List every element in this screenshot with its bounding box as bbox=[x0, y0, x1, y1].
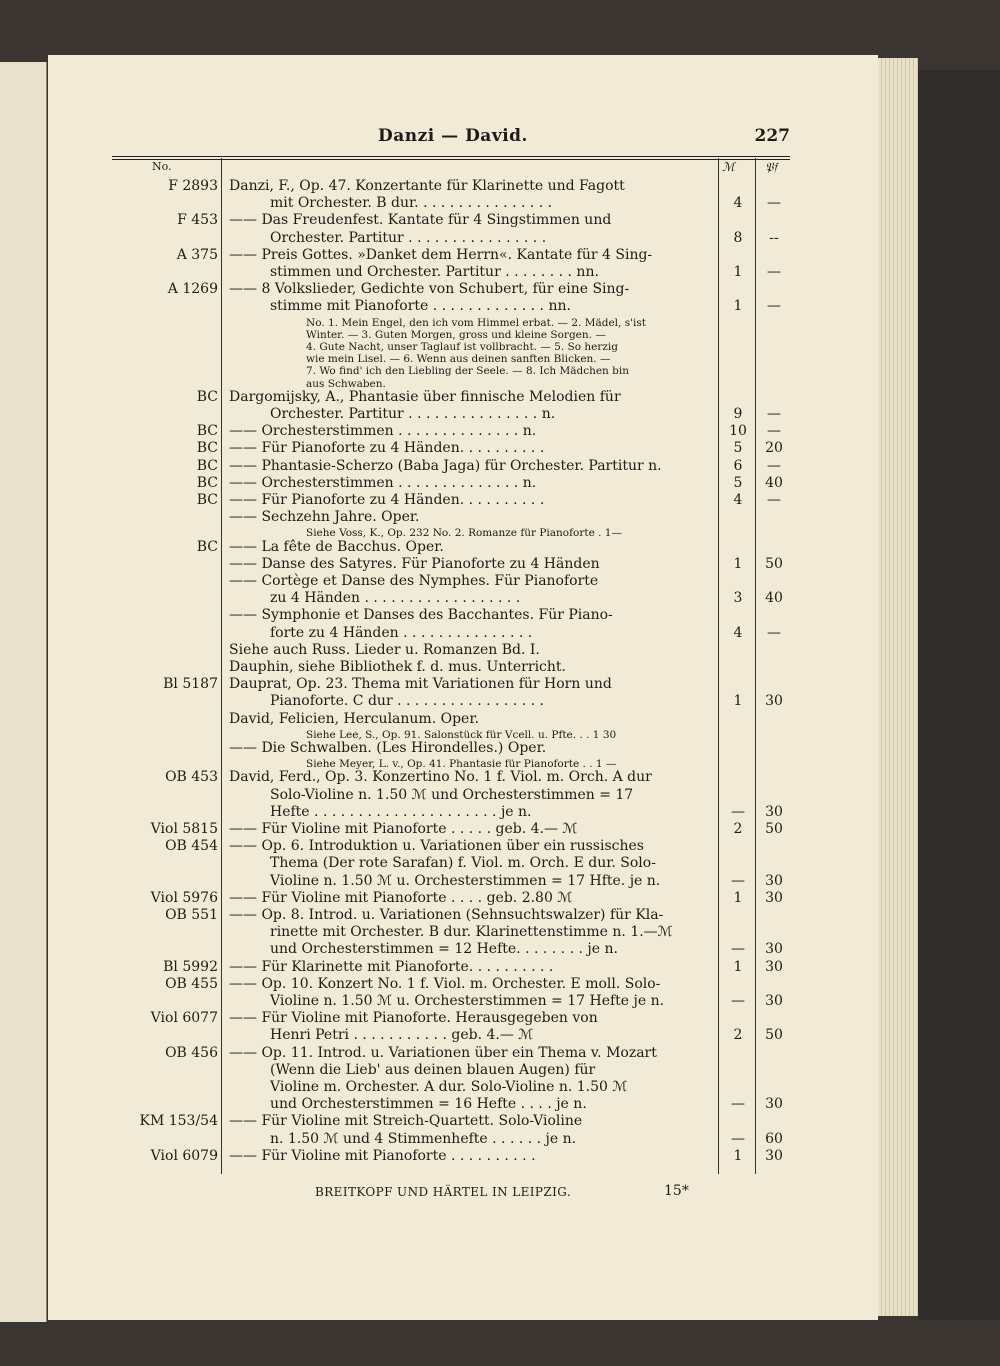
entry-text: —— Das Freudenfest. Kantate für 4 Singstimmen und bbox=[229, 212, 612, 229]
price-pfennig: — bbox=[767, 457, 781, 474]
entry-text: mit Orchester. B dur. . . . . . . . . . . . . . . . bbox=[270, 195, 553, 212]
entry-text: rinette mit Orchester. B dur. Klarinettenstimme n. 1.—ℳ bbox=[270, 924, 673, 941]
price-mark: 1 bbox=[733, 555, 743, 572]
price-pfennig: 30 bbox=[765, 1096, 783, 1113]
price-pfennig: 50 bbox=[765, 1027, 783, 1044]
header-rule bbox=[112, 156, 790, 157]
price-pfennig: 30 bbox=[765, 872, 783, 889]
entry-text: Dauprat, Op. 23. Thema mit Variationen für Horn und bbox=[229, 676, 612, 693]
publisher-footer: BREITKOPF UND HÄRTEL IN LEIPZIG. bbox=[315, 1185, 572, 1199]
entry-text: stimmen und Orchester. Partitur . . . . . . . . nn. bbox=[270, 264, 599, 280]
price-mark: — bbox=[731, 872, 745, 889]
entry-text: —— Op. 6. Introduktion u. Variationen über ein russisches bbox=[229, 838, 644, 855]
price-pfennig: — bbox=[767, 264, 781, 280]
catalog-number: A 375 bbox=[176, 246, 218, 263]
column-header-no: No. bbox=[152, 160, 172, 173]
column-divider-mark bbox=[755, 158, 756, 1174]
entry-text: (Wenn die Lieb' aus deinen blauen Augen) für bbox=[270, 1061, 596, 1078]
column-divider-text bbox=[718, 158, 719, 1174]
entry-text: und Orchesterstimmen = 16 Hefte . . . . je n. bbox=[270, 1096, 587, 1113]
price-mark: 4 bbox=[733, 195, 743, 212]
entry-text: Orchester. Partitur . . . . . . . . . . . . . . . n. bbox=[270, 406, 556, 422]
entry-note: 4. Gute Nacht, unser Taglauf ist vollbracht. — 5. So herzig bbox=[306, 341, 618, 353]
price-pfennig: 30 bbox=[765, 993, 783, 1009]
entry-text: —— Phantasie-Scherzo (Baba Jaga) für Orchester. Partitur n. bbox=[229, 457, 662, 474]
price-mark: 3 bbox=[733, 590, 743, 607]
entry-text: —— Op. 11. Introd. u. Variationen über ein Thema v. Mozart bbox=[229, 1044, 657, 1061]
header-rule-2 bbox=[112, 159, 790, 160]
entry-text: Dauphin, siehe Bibliothek f. d. mus. Unterricht. bbox=[229, 659, 566, 675]
entry-text: —— Cortège et Danse des Nymphes. Für Pianoforte bbox=[229, 573, 599, 589]
price-pfennig: 20 bbox=[765, 440, 783, 457]
catalog-number: BC bbox=[196, 440, 218, 457]
price-mark: 1 bbox=[733, 889, 743, 906]
price-pfennig: 30 bbox=[765, 889, 783, 906]
entry-text: David, Ferd., Op. 3. Konzertino No. 1 f. Viol. m. Orch. A dur bbox=[229, 769, 652, 786]
price-mark: 5 bbox=[733, 474, 743, 491]
page-number: 227 bbox=[754, 126, 790, 146]
price-pfennig: 50 bbox=[765, 555, 783, 572]
price-pfennig: 30 bbox=[765, 693, 783, 710]
entry-note: Siehe Lee, S., Op. 91. Salonstück für Vcell. u. Pfte. . . 1 30 bbox=[306, 728, 617, 741]
entry-text: Violine m. Orchester. A dur. Solo-Violine n. 1.50 ℳ bbox=[270, 1079, 628, 1095]
entry-text: Henri Petri . . . . . . . . . . . geb. 4.— ℳ bbox=[270, 1027, 534, 1044]
catalog-number: F 453 bbox=[177, 212, 218, 229]
catalog-number: BC bbox=[196, 457, 218, 474]
catalog-number: OB 551 bbox=[165, 907, 218, 923]
column-header-mark: ℳ bbox=[722, 160, 735, 174]
column-header-pfennig: 𝔓𝔣 bbox=[765, 160, 778, 174]
price-mark: 2 bbox=[733, 821, 743, 837]
catalog-number: Viol 6079 bbox=[150, 1147, 218, 1164]
entry-text: Dargomijsky, A., Phantasie über finnische Melodien für bbox=[229, 388, 621, 405]
entry-text: David, Felicien, Herculanum. Oper. bbox=[229, 710, 479, 727]
entry-text: Danzi, F., Op. 47. Konzertante für Klarinette und Fagott bbox=[229, 178, 625, 194]
page-block-edge bbox=[878, 58, 918, 1316]
entry-note: wie mein Lisel. — 6. Wenn aus deinen sanften Blicken. — bbox=[306, 353, 611, 366]
price-mark: — bbox=[731, 1096, 745, 1113]
entry-text: —— La fête de Bacchus. Oper. bbox=[229, 538, 444, 555]
catalog-number: BC bbox=[196, 388, 218, 405]
price-mark: 1 bbox=[733, 1147, 743, 1164]
running-header bbox=[48, 122, 790, 152]
catalog-number: OB 455 bbox=[165, 975, 218, 992]
catalog-number: A 1269 bbox=[167, 281, 218, 298]
entry-text: Hefte . . . . . . . . . . . . . . . . . . . . . je n. bbox=[270, 803, 532, 820]
price-mark: 1 bbox=[733, 693, 743, 710]
entry-text: —— Danse des Satyres. Für Pianoforte zu 4 Händen bbox=[229, 555, 600, 572]
price-pfennig: 40 bbox=[765, 474, 783, 491]
entry-note: 7. Wo find' ich den Liebling der Seele. — 8. Ich Mädchen bin bbox=[306, 365, 629, 378]
entry-text: forte zu 4 Händen . . . . . . . . . . . . . . . bbox=[270, 624, 533, 641]
price-pfennig: 30 bbox=[765, 803, 783, 820]
catalog-number: OB 454 bbox=[165, 838, 218, 855]
entry-text: —— Für Pianoforte zu 4 Händen. . . . . . . . . . bbox=[229, 492, 545, 508]
entry-text: —— Die Schwalben. (Les Hirondelles.) Oper. bbox=[229, 740, 547, 756]
catalog-number: BC bbox=[196, 492, 218, 508]
entry-text: n. 1.50 ℳ und 4 Stimmenhefte . . . . . . je n. bbox=[270, 1130, 577, 1147]
price-mark: 4 bbox=[733, 624, 743, 641]
catalog-number: F 2893 bbox=[168, 178, 218, 194]
entry-text: —— Für Violine mit Streich-Quartett. Solo-Violine bbox=[229, 1113, 583, 1130]
entry-text: Orchester. Partitur . . . . . . . . . . . . . . . . bbox=[270, 229, 547, 246]
entry-text: —— Sechzehn Jahre. Oper. bbox=[229, 509, 420, 526]
facing-page-edge bbox=[0, 62, 47, 1322]
catalog-number: OB 456 bbox=[165, 1044, 218, 1061]
price-pfennig: — bbox=[767, 298, 781, 315]
price-mark: — bbox=[731, 803, 745, 820]
entry-text: —— Für Pianoforte zu 4 Händen. . . . . . . . . . bbox=[229, 440, 545, 457]
price-pfennig: 60 bbox=[765, 1130, 783, 1147]
entry-note: aus Schwaben. bbox=[306, 377, 386, 390]
price-mark: 1 bbox=[733, 958, 743, 975]
entry-note: No. 1. Mein Engel, den ich vom Himmel erbat. — 2. Mädel, s'ist bbox=[306, 316, 646, 329]
price-pfennig: 30 bbox=[765, 1147, 783, 1164]
entry-text: —— Für Violine mit Pianoforte . . . . geb. 2.80 ℳ bbox=[229, 889, 573, 906]
entry-text: zu 4 Händen . . . . . . . . . . . . . . . . . . bbox=[270, 590, 521, 607]
entry-note: Siehe Voss, K., Op. 232 No. 2. Romanze für Pianoforte . 1— bbox=[306, 527, 622, 540]
entry-text: stimme mit Pianoforte . . . . . . . . . . . . . nn. bbox=[270, 298, 571, 315]
page-title: Danzi — David. bbox=[378, 126, 528, 146]
price-pfennig: — bbox=[767, 423, 781, 440]
price-pfennig: — bbox=[767, 406, 781, 422]
entry-text: —— 8 Volkslieder, Gedichte von Schubert, für eine Sing- bbox=[229, 281, 630, 298]
entry-text: —— Preis Gottes. »Danket dem Herrn«. Kantate für 4 Sing- bbox=[229, 246, 653, 263]
column-divider-no bbox=[221, 158, 222, 1174]
entry-text: —— Für Violine mit Pianoforte . . . . . geb. 4.— ℳ bbox=[229, 821, 578, 837]
price-pfennig: -- bbox=[769, 229, 779, 246]
entry-text: Pianoforte. C dur . . . . . . . . . . . . . . . . . bbox=[270, 693, 544, 710]
price-mark: 8 bbox=[733, 229, 743, 246]
entry-text: Violine n. 1.50 ℳ u. Orchesterstimmen = 17 Hfte. je n. bbox=[270, 872, 661, 889]
price-mark: 5 bbox=[733, 440, 743, 457]
price-mark: 2 bbox=[733, 1027, 743, 1044]
entry-text: Siehe auch Russ. Lieder u. Romanzen Bd. I. bbox=[229, 641, 540, 658]
entry-text: und Orchesterstimmen = 12 Hefte. . . . . . . . je n. bbox=[270, 941, 618, 958]
price-pfennig: — bbox=[767, 492, 781, 508]
price-mark: 6 bbox=[733, 457, 743, 474]
catalog-number: Viol 6077 bbox=[150, 1010, 218, 1027]
catalog-number: BC bbox=[196, 538, 218, 555]
catalog-number: BC bbox=[196, 423, 218, 440]
price-pfennig: 50 bbox=[765, 821, 783, 837]
price-mark: 4 bbox=[733, 492, 743, 508]
entry-text: —— Symphonie et Danses des Bacchantes. Für Piano- bbox=[229, 607, 613, 624]
price-pfennig: 30 bbox=[765, 958, 783, 975]
price-pfennig: — bbox=[767, 624, 781, 641]
catalog-number: Bl 5187 bbox=[163, 676, 218, 693]
entry-text: —— Op. 8. Introd. u. Variationen (Sehnsuchtswalzer) für Kla- bbox=[229, 907, 664, 923]
entry-text: —— Für Violine mit Pianoforte. Herausgegeben von bbox=[229, 1010, 598, 1027]
price-mark: 1 bbox=[733, 298, 743, 315]
price-mark: 9 bbox=[733, 406, 743, 422]
price-mark: — bbox=[731, 1130, 745, 1147]
price-pfennig: 40 bbox=[765, 590, 783, 607]
entry-text: —— Für Violine mit Pianoforte . . . . . . . . . . bbox=[229, 1147, 536, 1164]
signature-mark: 15* bbox=[664, 1183, 689, 1199]
entry-note: Winter. — 3. Guten Morgen, gross und kleine Sorgen. — bbox=[306, 328, 606, 341]
catalog-number: Bl 5992 bbox=[163, 958, 218, 975]
price-mark: — bbox=[731, 941, 745, 958]
catalog-number: BC bbox=[196, 474, 218, 491]
book-cover bbox=[918, 70, 1000, 1320]
catalog-number: Viol 5815 bbox=[150, 821, 218, 837]
price-pfennig: 30 bbox=[765, 941, 783, 958]
entry-text: —— Orchesterstimmen . . . . . . . . . . . . . . n. bbox=[229, 474, 537, 491]
catalog-number: OB 453 bbox=[165, 769, 218, 786]
price-mark: 10 bbox=[729, 423, 747, 440]
catalog-number: KM 153/54 bbox=[139, 1113, 218, 1130]
entry-text: —— Op. 10. Konzert No. 1 f. Viol. m. Orchester. E moll. Solo- bbox=[229, 975, 661, 992]
entry-text: —— Orchesterstimmen . . . . . . . . . . . . . . n. bbox=[229, 423, 537, 440]
price-mark: — bbox=[731, 993, 745, 1009]
entry-text: —— Für Klarinette mit Pianoforte. . . . . . . . . . bbox=[229, 958, 554, 975]
price-pfennig: — bbox=[767, 195, 781, 212]
entry-text: Solo-Violine n. 1.50 ℳ und Orchesterstimmen = 17 bbox=[270, 786, 634, 803]
entry-text: Violine n. 1.50 ℳ u. Orchesterstimmen = 17 Hefte je n. bbox=[270, 993, 665, 1009]
entry-text: Thema (Der rote Sarafan) f. Viol. m. Orch. E dur. Solo- bbox=[270, 855, 656, 872]
price-mark: 1 bbox=[733, 264, 743, 280]
catalog-number: Viol 5976 bbox=[150, 889, 218, 906]
entry-note: Siehe Meyer, L. v., Op. 41. Phantasie für Pianoforte . . 1 — bbox=[306, 758, 617, 771]
